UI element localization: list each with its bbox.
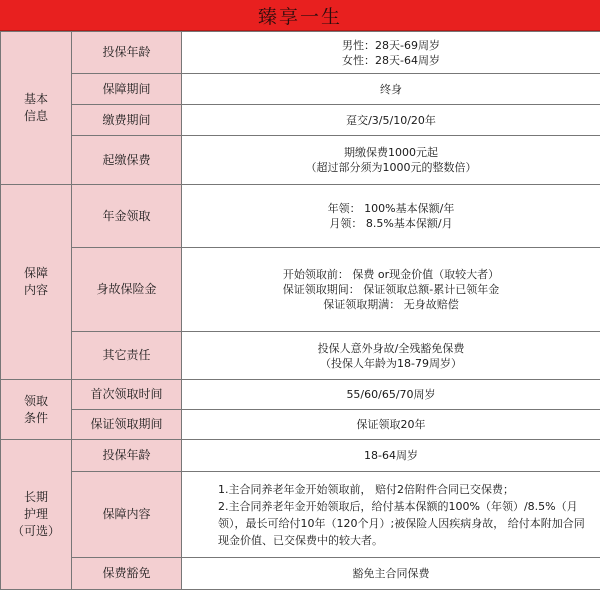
value-line: 豁免主合同保费	[186, 566, 596, 581]
value-line: 投保人意外身故/全残豁免保费	[186, 341, 596, 356]
value-line: 月领： 8.5%基本保额/月	[186, 216, 596, 231]
table-row	[1, 248, 600, 332]
category-coverage	[1, 185, 72, 380]
table-row	[1, 332, 600, 380]
value-line: 保证领取期满： 无身故赔偿	[186, 297, 596, 312]
category-label-line: 条件	[5, 410, 67, 427]
row-label-min-premium: 起缴保费	[72, 136, 182, 185]
value-line: 保证领取20年	[186, 417, 596, 432]
value-line: 女性：28天-64周岁	[186, 53, 596, 68]
table-row	[1, 440, 600, 472]
row-label-payment-period: 缴费期间	[72, 105, 182, 136]
category-basic-info	[1, 32, 72, 185]
table-row	[1, 410, 600, 440]
row-value-min-premium	[182, 136, 600, 185]
row-label-coverage-period: 保障期间	[72, 74, 182, 105]
value-line: （投保人年龄为18-79周岁）	[186, 356, 596, 371]
value-line: 开始领取前： 保费 or现金价值（取较大者）	[186, 267, 596, 282]
row-label-premium-waiver: 保费豁免	[72, 558, 182, 590]
value-line: （超过部分须为1000元的整数倍）	[186, 160, 596, 175]
value-line: 18-64周岁	[186, 448, 596, 463]
category-label-line: （可选）	[5, 523, 67, 540]
category-label-line: 长期	[5, 489, 67, 506]
row-value-other-liability	[182, 332, 600, 380]
row-value-ltc-coverage	[182, 472, 600, 558]
value-line: 男性：28天-69周岁	[186, 38, 596, 53]
row-value-death-benefit	[182, 248, 600, 332]
table-row	[1, 74, 600, 105]
category-label-line: 护理	[5, 506, 67, 523]
row-label-guaranteed-period: 保证领取期间	[72, 410, 182, 440]
table-row	[1, 380, 600, 410]
row-value-payment-period	[182, 105, 600, 136]
row-value-insured-age	[182, 32, 600, 74]
table-row	[1, 105, 600, 136]
row-label-death-benefit: 身故保险金	[72, 248, 182, 332]
category-label-line: 领取	[5, 393, 67, 410]
table-row	[1, 558, 600, 590]
category-label-line: 信息	[5, 108, 67, 125]
value-line: 保证领取期间： 保证领取总额-累计已领年金	[186, 282, 596, 297]
value-line: 期缴保费1000元起	[186, 145, 596, 160]
product-info-table	[0, 31, 600, 590]
row-label-insured-age: 投保年龄	[72, 32, 182, 74]
row-label-other-liability: 其它责任	[72, 332, 182, 380]
row-value-premium-waiver	[182, 558, 600, 590]
value-line: 1.主合同养老年金开始领取前， 赔付2倍附件合同已交保费；	[218, 481, 590, 498]
row-value-guaranteed-period	[182, 410, 600, 440]
row-label-first-claim-time: 首次领取时间	[72, 380, 182, 410]
value-line: 55/60/65/70周岁	[186, 387, 596, 402]
value-line: 终身	[186, 82, 596, 97]
row-label-ltc-insured-age: 投保年龄	[72, 440, 182, 472]
category-claim-conditions	[1, 380, 72, 440]
table-row	[1, 472, 600, 558]
row-label-ltc-coverage: 保障内容	[72, 472, 182, 558]
row-value-annuity	[182, 185, 600, 248]
row-value-ltc-insured-age	[182, 440, 600, 472]
category-label-line: 保障	[5, 265, 67, 282]
row-label-annuity: 年金领取	[72, 185, 182, 248]
table-row	[1, 32, 600, 74]
value-line: 趸交/3/5/10/20年	[186, 113, 596, 128]
table-row	[1, 185, 600, 248]
table-row	[1, 136, 600, 185]
value-line: 2.主合同养老年金开始领取后，给付基本保额的100%（年领）/8.5%（月领），最长可给付10年（120个月）;被保险人因疾病身故， 给付本附加合同现金价值、已交保费中的较大者。	[218, 498, 590, 549]
row-value-coverage-period	[182, 74, 600, 105]
category-long-term-care	[1, 440, 72, 590]
value-line: 年领： 100%基本保额/年	[186, 201, 596, 216]
category-label-line: 基本	[5, 91, 67, 108]
product-title: 臻享一生	[0, 0, 600, 31]
category-label-line: 内容	[5, 282, 67, 299]
row-value-first-claim-time	[182, 380, 600, 410]
